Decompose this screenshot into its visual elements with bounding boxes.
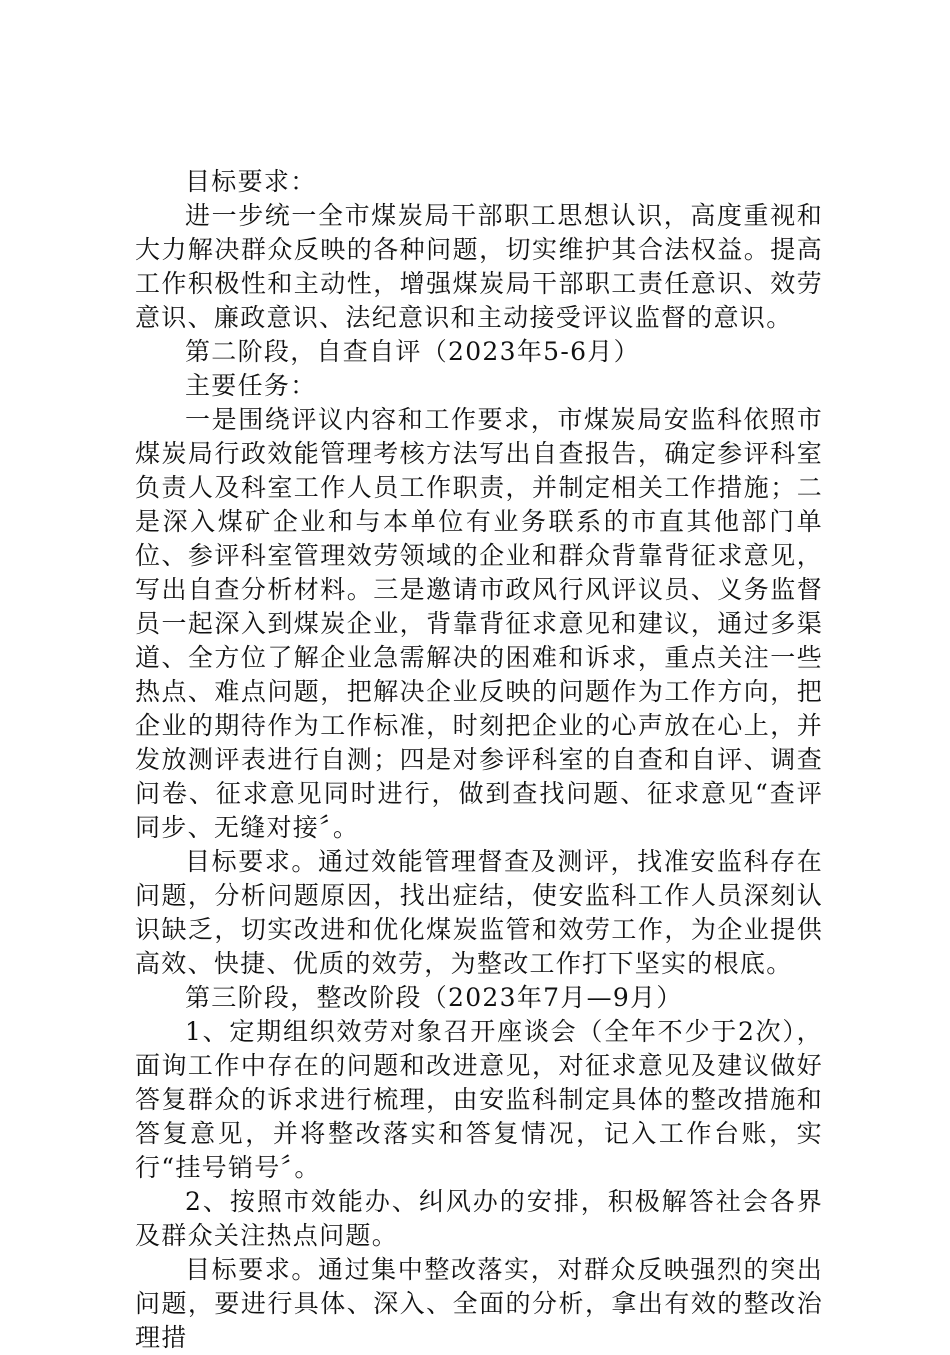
paragraph-goal-text-2: 目标要求。通过效能管理督查及测评，找准安监科存在问题，分析问题原因，找出症结，使安监科工作人员深刻认识缺乏，切实改进和优化煤炭监管和效劳工作，为企业提供高效、快捷、优质的效劳，为整改工作打下坚实的根底。 [135, 847, 823, 978]
paragraph-stage-three-heading: 第三阶段，整改阶段（2023年7月—9月） [185, 983, 683, 1012]
paragraph-goal-text-3: 目标要求。通过集中整改落实，对群众反映强烈的突出问题，要进行具体、深入、全面的分析，拿出有效的整改治理措 [135, 1255, 823, 1352]
paragraph-goal-heading-1: 目标要求： [185, 167, 317, 196]
paragraph-goal-text-1: 进一步统一全市煤炭局干部职工思想认识，高度重视和大力解决群众反映的各种问题，切实维护其合法权益。提高工作积极性和主动性，增强煤炭局干部职工责任意识、效劳意识、廉政意识、法纪意识和主动接受评议监督的意识。 [135, 201, 823, 332]
paragraph-main-tasks-text: 一是围绕评议内容和工作要求，市煤炭局安监科依照市煤炭局行政效能管理考核方法写出自查报告，确定参评科室负责人及科室工作人员工作职责，并制定相关工作措施；二是深入煤矿企业和与本单位有业务联系的市直其他部门单位、参评科室管理效劳领域的企业和群众背靠背征求意见，写出自查分析材料。三是邀请市政风行风评议员、义务监督员一起深入到煤炭企业，背靠背征求意见和建议，通过多渠道、全方位了解企业急需解决的困难和诉求，重点关注一些热点、难点问题，把解决企业反映的问题作为工作方向，把企业的期待作为工作标准，时刻把企业的心声放在心上，并发放测评表进行自测；四是对参评科室的自查和自评、调查问卷、征求意见同时进行，做到查找问题、征求意见“查评同步、无缝对接〞。 [135, 405, 823, 842]
paragraph-item-1: 1、定期组织效劳对象召开座谈会（全年不少于2次），面询工作中存在的问题和改进意见，对征求意见及建议做好答复群众的诉求进行梳理，由安监科制定具体的整改措施和答复意见，并将整改落实和答复情况，记入工作台账，实行“挂号销号〞。 [135, 1017, 823, 1182]
paragraph-stage-two-heading: 第二阶段，自查自评（2023年5-6月） [185, 337, 640, 366]
paragraph-main-tasks-heading: 主要任务： [185, 371, 317, 400]
document-body [135, 165, 823, 1355]
paragraph-item-2: 2、按照市效能办、纠风办的安排，积极解答社会各界及群众关注热点问题。 [135, 1187, 823, 1250]
